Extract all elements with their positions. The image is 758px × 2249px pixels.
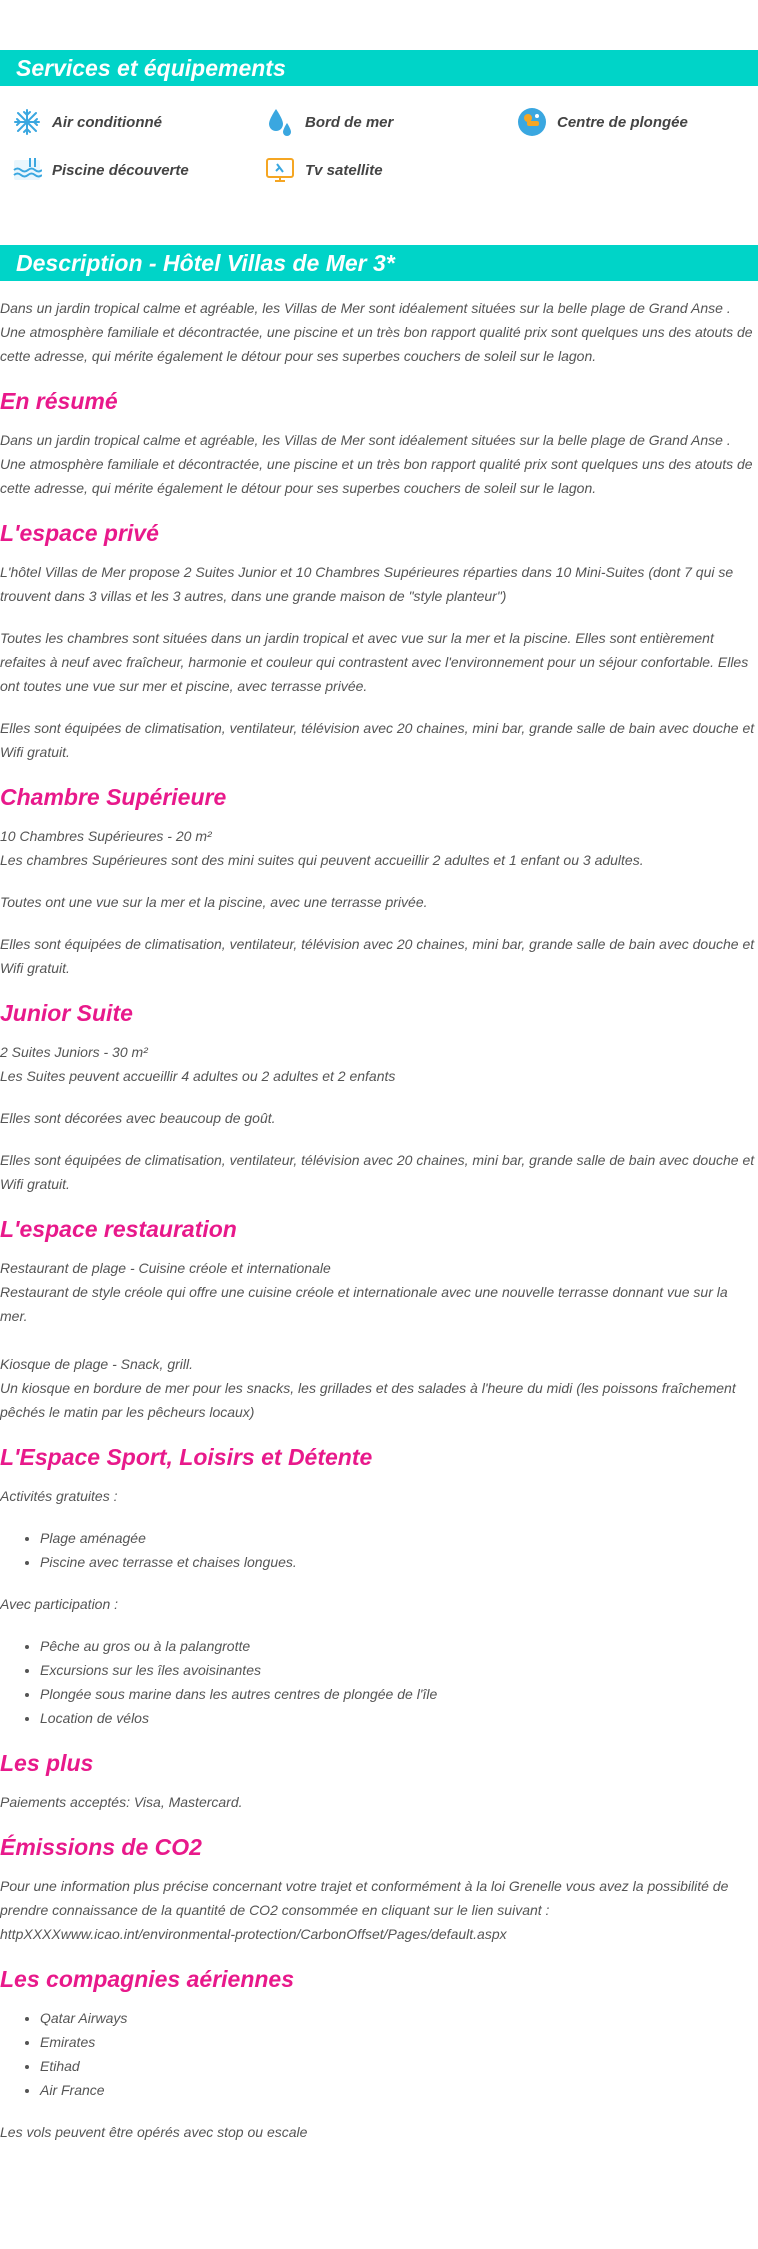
list-item: • Etihad [40, 2054, 758, 2078]
amenity-air-conditioning [12, 107, 162, 137]
amenity-diving-center [517, 107, 688, 137]
superieure-paragraph-2: Toutes ont une vue sur la mer et la piscine, avec une terrasse privée. [0, 894, 428, 910]
section-title-junior: Junior Suite [0, 1000, 133, 1026]
diver-icon [517, 107, 547, 137]
paid-activities-list [0, 1634, 758, 1730]
description-content [0, 296, 758, 2162]
description-header [0, 245, 758, 281]
junior-size: 2 Suites Juniors - 30 m² [0, 1044, 148, 1060]
superieure-paragraph-3: Elles sont équipées de climatisation, ventilateur, télévision avec 20 chaines, mini bar, grande salle de bain avec douche et Wifi gratuit. [0, 936, 755, 976]
restaurant-title: Restaurant de plage - Cuisine créole et internationale [0, 1260, 331, 1276]
amenity-label: Air conditionné [52, 113, 162, 131]
prive-paragraph-2: Toutes les chambres sont situées dans un jardin tropical et avec vue sur la mer et la piscine. Elles sont entièrement refaites à neuf avec fraîcheur, harmonie et couleur qui contrastent avec l'environnement pour un séjour confortable. Elles ont toutes une vue sur mer et piscine, avec terrasse privée. [0, 630, 749, 694]
section-title-prive: L'espace privé [0, 520, 159, 546]
amenity-label: Centre de plongée [557, 113, 688, 131]
list-item: • Plongée sous marine dans les autres centres de plongée de l'île [40, 1682, 758, 1706]
list-item: • Plage aménagée [40, 1526, 758, 1550]
junior-paragraph-2: Elles sont décorées avec beaucoup de goût. [0, 1110, 276, 1126]
kiosk-description: Un kiosque en bordure de mer pour les snacks, les grillades et des salades à l'heure du midi (les poissons fraîchement pêchés le matin par les pêcheurs locaux) [0, 1380, 736, 1420]
intro-paragraph: Dans un jardin tropical calme et agréable, les Villas de Mer sont idéalement situées sur la belle plage de Grand Anse . Une atmosphère familiale et décontractée, une piscine et un très bon rapport qualité prix sont quelques uns des atouts de cette adresse, qui mérite également le détour pour ses superbes couchers de soleil sur le lagon. [0, 300, 753, 364]
free-activities-label: Activités gratuites : [0, 1488, 118, 1504]
list-item: • Emirates [40, 2030, 758, 2054]
superieure-capacity: Les chambres Supérieures sont des mini suites qui peuvent accueillir 2 adultes et 1 enfant ou 3 adultes. [0, 852, 644, 868]
restauration-paragraph [0, 1256, 758, 1424]
co2-paragraph [0, 1874, 758, 1946]
list-item: • Piscine avec terrasse et chaises longues. [40, 1550, 758, 1574]
co2-text: Pour une information plus précise concernant votre trajet et conformément à la loi Grenelle vous avez la possibilité de prendre connaissance de la quantité de CO2 consommée en cliquant sur le lien suivant : [0, 1878, 729, 1918]
amenity-outdoor-pool [12, 155, 189, 185]
amenity-label: Tv satellite [305, 161, 383, 179]
restaurant-description: Restaurant de style créole qui offre une cuisine créole et internationale avec une nouvelle terrasse donnant vue sur la mer. [0, 1284, 728, 1324]
section-title-restauration: L'espace restauration [0, 1216, 237, 1242]
section-title-resume: En résumé [0, 388, 118, 414]
section-title-airlines: Les compagnies aériennes [0, 1966, 295, 1992]
amenity-seaside [265, 107, 393, 137]
snowflake-icon [12, 107, 42, 137]
superieure-paragraph-1 [0, 824, 758, 872]
list-item: • Pêche au gros ou à la palangrotte [40, 1634, 758, 1658]
list-item: • Excursions sur les îles avoisinantes [40, 1658, 758, 1682]
section-title-plus: Les plus [0, 1750, 94, 1776]
tv-icon [265, 155, 295, 185]
list-item: • Air France [40, 2078, 758, 2102]
junior-paragraph-3: Elles sont équipées de climatisation, ventilateur, télévision avec 20 chaines, mini bar, grande salle de bain avec douche et Wifi gratuit. [0, 1152, 755, 1192]
airlines-note: Les vols peuvent être opérés avec stop ou escale [0, 2124, 308, 2140]
paid-activities-label: Avec participation : [0, 1596, 119, 1612]
co2-link[interactable]: httpXXXXwww.icao.int/environmental-protection/CarbonOffset/Pages/default.aspx [0, 1926, 507, 1942]
amenity-satellite-tv [265, 155, 383, 185]
amenity-label: Bord de mer [305, 113, 394, 131]
services-header [0, 50, 758, 86]
resume-paragraph: Dans un jardin tropical calme et agréable, les Villas de Mer sont idéalement situées sur la belle plage de Grand Anse . Une atmosphère familiale et décontractée, une piscine et un très bon rapport qualité prix sont quelques uns des atouts de cette adresse, qui mérite également le détour pour ses superbes couchers de soleil sur le lagon. [0, 432, 753, 496]
section-title-co2: Émissions de CO2 [0, 1834, 202, 1860]
services-title: Services et équipements [16, 55, 286, 81]
amenity-label: Piscine découverte [52, 161, 189, 179]
junior-capacity: Les Suites peuvent accueillir 4 adultes ou 2 adultes et 2 enfants [0, 1068, 396, 1084]
prive-paragraph-3: Elles sont équipées de climatisation, ventilateur, télévision avec 20 chaines, mini bar, grande salle de bain avec douche et Wifi gratuit. [0, 720, 755, 760]
pool-icon [12, 155, 42, 185]
plus-paragraph: Paiements acceptés: Visa, Mastercard. [0, 1794, 243, 1810]
superieure-size: 10 Chambres Supérieures - 20 m² [0, 828, 212, 844]
prive-paragraph-1: L'hôtel Villas de Mer propose 2 Suites Junior et 10 Chambres Supérieures réparties dans 10 Mini-Suites (dont 7 qui se trouvent dans 3 villas et les 3 autres, dans une grande maison de "style planteur") [0, 564, 734, 604]
section-title-superieure: Chambre Supérieure [0, 784, 227, 810]
kiosk-title: Kiosque de plage - Snack, grill. [0, 1356, 193, 1372]
junior-paragraph-1 [0, 1040, 758, 1088]
water-drops-icon [265, 107, 295, 137]
section-title-sport: L'Espace Sport, Loisirs et Détente [0, 1444, 373, 1470]
free-activities-list [0, 1526, 758, 1574]
airlines-list [0, 2006, 758, 2102]
description-title: Description - Hôtel Villas de Mer 3* [16, 250, 395, 276]
list-item: • Qatar Airways [40, 2006, 758, 2030]
list-item: • Location de vélos [40, 1706, 758, 1730]
